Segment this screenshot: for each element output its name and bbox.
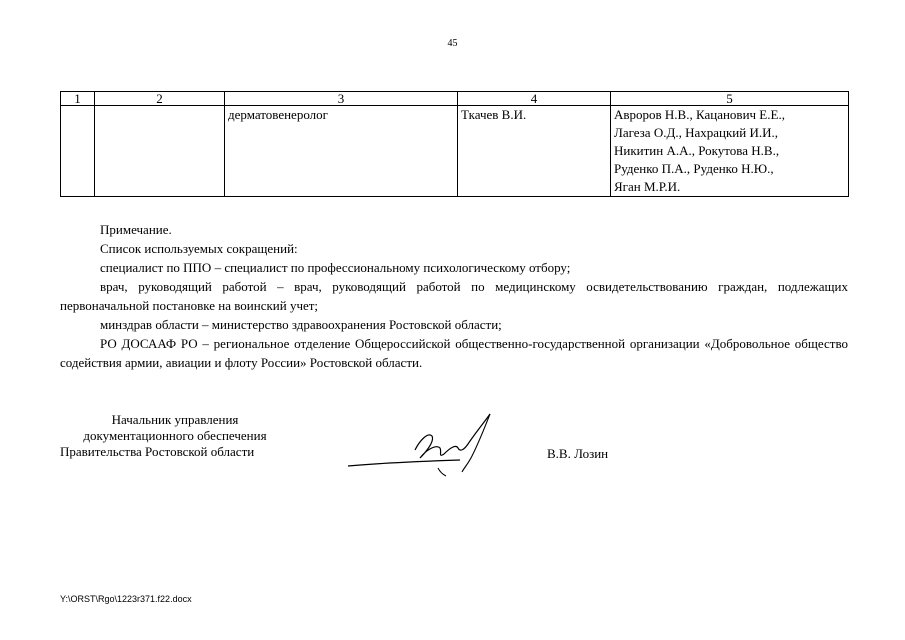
table-cell-specialty: дерматовенеролог xyxy=(225,106,458,197)
table-cell-members xyxy=(611,106,849,197)
column-header-2: 2 xyxy=(95,92,225,106)
responsibility-table xyxy=(60,91,849,197)
abbreviation-item: специалист по ППО – специалист по профессиональному психологическому отбору; xyxy=(100,260,571,275)
column-header-4: 4 xyxy=(458,92,611,106)
page-number: 45 xyxy=(447,38,458,49)
column-header-3: 3 xyxy=(225,92,458,106)
table-header-row xyxy=(61,92,849,106)
member-line: Авроров Н.В., Кацанович Е.Е., xyxy=(614,107,785,122)
abbreviation-item: минздрав области – министерство здравоохранения Ростовской области; xyxy=(100,317,502,332)
column-header-5: 5 xyxy=(611,92,849,106)
signatory-title-line: документационного обеспечения xyxy=(83,428,267,443)
table-cell-number xyxy=(61,106,95,197)
handwritten-signature xyxy=(340,410,500,480)
member-line: Лагеза О.Д., Нахрацкий И.И., xyxy=(614,125,778,140)
member-line: Никитин А.А., Рокутова Н.В., xyxy=(614,143,780,158)
signatory-title-line: Правительства Ростовской области xyxy=(60,444,255,459)
table-row xyxy=(61,106,849,197)
signatory-name: В.В. Лозин xyxy=(547,446,609,461)
table-cell-empty xyxy=(95,106,225,197)
file-path: Y:\ORST\Rgo\1223r371.f22.docx xyxy=(60,594,192,604)
abbreviation-item: РО ДОСААФ РО – региональное отделение Общероссийской общественно-государственной организации «Добровольное общество содействия армии, авиации и флоту России» Ростовской области. xyxy=(60,336,848,370)
table-cell-responsible: Ткачев В.И. xyxy=(458,106,611,197)
member-line: Яган М.Р.И. xyxy=(614,179,681,194)
signatory-title-line: Начальник управления xyxy=(111,412,239,427)
notes-title: Примечание. xyxy=(100,222,172,237)
notes-section xyxy=(60,220,848,372)
member-line: Руденко П.А., Руденко Н.Ю., xyxy=(614,161,774,176)
abbreviation-item: врач, руководящий работой – врач, руководящий работой по медицинскому освидетельствованию граждан, подлежащих первоначальной постановке на воинский учет; xyxy=(60,279,848,313)
column-header-1: 1 xyxy=(61,92,95,106)
signatory-title xyxy=(60,412,290,460)
notes-list-intro: Список используемых сокращений: xyxy=(100,241,298,256)
